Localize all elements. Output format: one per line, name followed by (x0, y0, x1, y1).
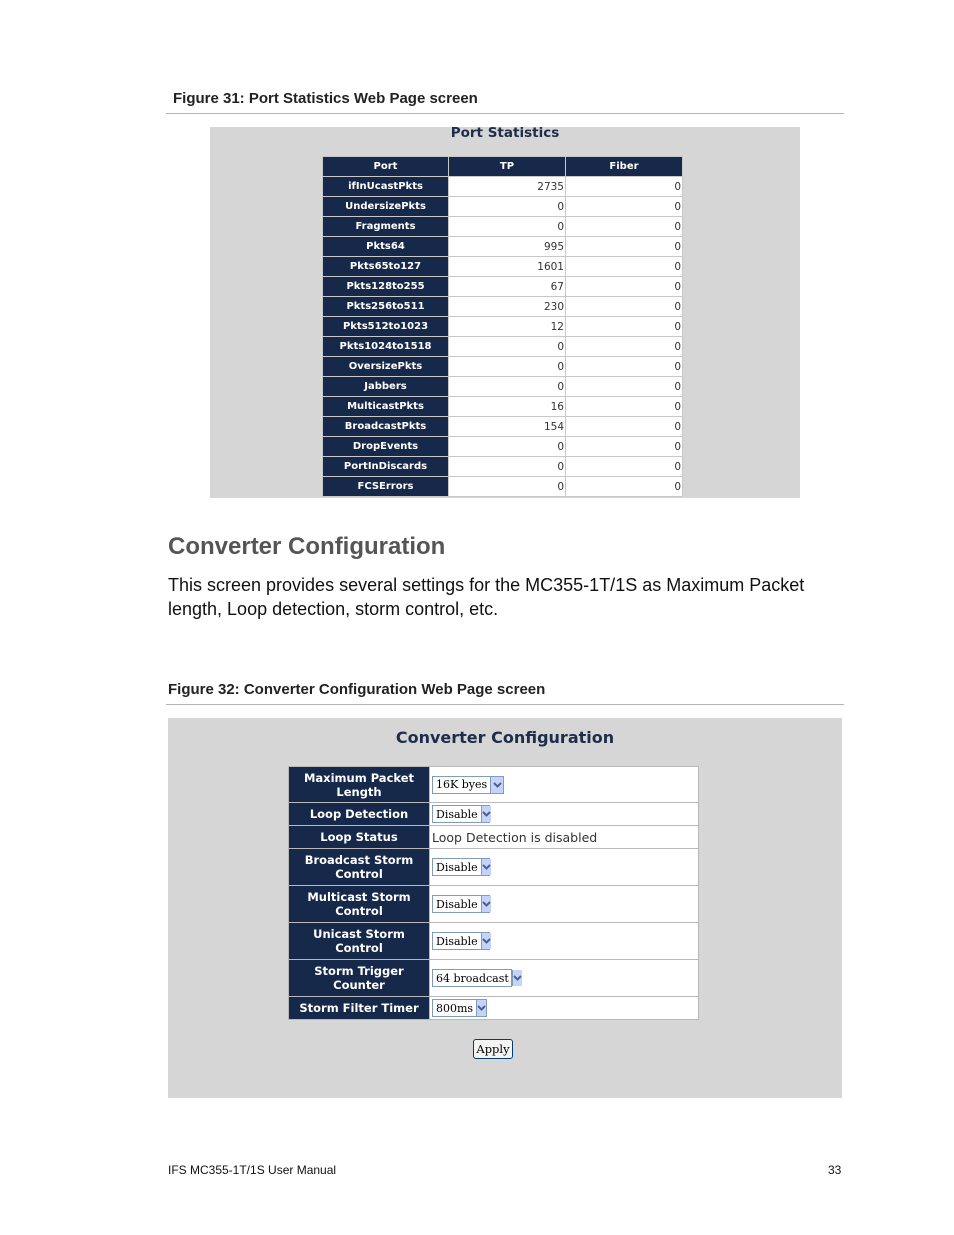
table-row (323, 477, 683, 497)
table-row (323, 217, 683, 237)
table-header-row (323, 157, 683, 177)
table-row (323, 237, 683, 257)
fiber-value: 0 (566, 377, 683, 397)
table-row (323, 257, 683, 277)
port-statistics-panel (210, 127, 800, 498)
column-header-tp: TP (449, 157, 566, 177)
chevron-down-icon[interactable] (481, 859, 491, 875)
row-loop-status (289, 826, 699, 849)
tp-value: 12 (449, 317, 566, 337)
row-label: OversizePkts (323, 357, 449, 377)
tp-value: 16 (449, 397, 566, 417)
tp-value: 0 (449, 477, 566, 497)
row-max-packet (289, 767, 699, 803)
row-label: UndersizePkts (323, 197, 449, 217)
table-row (323, 457, 683, 477)
section-body: This screen provides several settings for the MC355-1T/1S as Maximum Packet length, Loop detection, storm control, etc. (168, 575, 805, 619)
chevron-down-icon[interactable] (476, 1000, 486, 1016)
row-label: Pkts1024to1518 (323, 337, 449, 357)
max-packet-label: Maximum Packet Length (289, 767, 430, 803)
converter-configuration-title: Converter Configuration (395, 728, 615, 747)
row-storm-filter (289, 997, 699, 1020)
port-statistics-title: Port Statistics (450, 125, 560, 141)
unicast-storm-select[interactable]: Disable (432, 932, 490, 950)
fiber-value: 0 (566, 297, 683, 317)
row-label: ifInUcastPkts (323, 177, 449, 197)
fiber-value: 0 (566, 337, 683, 357)
figure-31-caption: Figure 31: Port Statistics Web Page screen (173, 90, 478, 107)
broadcast-storm-select[interactable]: Disable (432, 858, 490, 876)
table-row (323, 337, 683, 357)
chevron-down-icon[interactable] (481, 806, 491, 822)
fiber-value: 0 (566, 417, 683, 437)
figure-32-caption: Figure 32: Converter Configuration Web Page screen (168, 681, 546, 698)
footer-manual-title: IFS MC355-1T/1S User Manual (168, 1163, 337, 1177)
table-row (323, 397, 683, 417)
converter-configuration-panel (168, 718, 842, 1098)
chevron-down-icon[interactable] (481, 896, 491, 912)
row-label: Pkts256to511 (323, 297, 449, 317)
fiber-value: 0 (566, 177, 683, 197)
loop-status-label: Loop Status (289, 826, 430, 849)
tp-value: 0 (449, 337, 566, 357)
broadcast-storm-cell (430, 849, 699, 886)
row-label: DropEvents (323, 437, 449, 457)
row-storm-trigger (289, 960, 699, 997)
fiber-value: 0 (566, 197, 683, 217)
section-heading: Converter Configuration (168, 533, 446, 560)
figure-31-rule (166, 113, 844, 114)
chevron-down-icon[interactable] (481, 933, 491, 949)
max-packet-select[interactable]: 16K byes (432, 776, 504, 794)
port-statistics-table (322, 156, 683, 497)
row-label: FCSErrors (323, 477, 449, 497)
tp-value: 0 (449, 357, 566, 377)
row-broadcast-storm (289, 849, 699, 886)
tp-value: 2735 (449, 177, 566, 197)
chevron-down-icon[interactable] (512, 970, 522, 986)
apply-button[interactable]: Apply (473, 1039, 513, 1059)
row-label: MulticastPkts (323, 397, 449, 417)
table-row (323, 197, 683, 217)
tp-value: 230 (449, 297, 566, 317)
loop-detection-label: Loop Detection (289, 803, 430, 826)
column-header-port: Port (323, 157, 449, 177)
multicast-storm-cell (430, 886, 699, 923)
tp-value: 1601 (449, 257, 566, 277)
broadcast-storm-label: Broadcast Storm Control (289, 849, 430, 886)
table-row (323, 317, 683, 337)
fiber-value: 0 (566, 257, 683, 277)
table-row (323, 277, 683, 297)
fiber-value: 0 (566, 277, 683, 297)
storm-trigger-select[interactable]: 64 broadcast (432, 969, 512, 987)
storm-filter-cell (430, 997, 699, 1020)
unicast-storm-cell (430, 923, 699, 960)
storm-filter-select[interactable]: 800ms (432, 999, 487, 1017)
unicast-storm-label: Unicast Storm Control (289, 923, 430, 960)
fiber-value: 0 (566, 477, 683, 497)
multicast-storm-select[interactable]: Disable (432, 895, 490, 913)
row-loop-detection (289, 803, 699, 826)
row-label: Fragments (323, 217, 449, 237)
figure-32-rule (166, 704, 844, 705)
fiber-value: 0 (566, 357, 683, 377)
row-label: Pkts512to1023 (323, 317, 449, 337)
tp-value: 0 (449, 197, 566, 217)
row-label: Pkts65to127 (323, 257, 449, 277)
tp-value: 154 (449, 417, 566, 437)
multicast-storm-label: Multicast Storm Control (289, 886, 430, 923)
table-row (323, 357, 683, 377)
tp-value: 67 (449, 277, 566, 297)
table-row (323, 417, 683, 437)
max-packet-cell (430, 767, 699, 803)
tp-value: 0 (449, 217, 566, 237)
row-unicast-storm (289, 923, 699, 960)
row-label: Pkts64 (323, 237, 449, 257)
row-label: BroadcastPkts (323, 417, 449, 437)
tp-value: 0 (449, 457, 566, 477)
row-label: Jabbers (323, 377, 449, 397)
footer-page-number: 33 (828, 1163, 842, 1177)
fiber-value: 0 (566, 457, 683, 477)
tp-value: 0 (449, 437, 566, 457)
fiber-value: 0 (566, 217, 683, 237)
tp-value: 995 (449, 237, 566, 257)
fiber-value: 0 (566, 397, 683, 417)
storm-trigger-label: Storm Trigger Counter (289, 960, 430, 997)
fiber-value: 0 (566, 237, 683, 257)
column-header-fiber: Fiber (566, 157, 683, 177)
chevron-down-icon[interactable] (490, 777, 503, 793)
storm-trigger-cell (430, 960, 699, 997)
fiber-value: 0 (566, 437, 683, 457)
port-statistics-body (323, 177, 683, 497)
tp-value: 0 (449, 377, 566, 397)
table-row (323, 437, 683, 457)
table-row (323, 177, 683, 197)
loop-detection-cell (430, 803, 699, 826)
loop-detection-select[interactable]: Disable (432, 805, 490, 823)
row-label: Pkts128to255 (323, 277, 449, 297)
row-label: PortInDiscards (323, 457, 449, 477)
storm-filter-label: Storm Filter Timer (289, 997, 430, 1020)
row-multicast-storm (289, 886, 699, 923)
converter-configuration-table (288, 766, 699, 1020)
loop-status-value: Loop Detection is disabled (430, 826, 699, 849)
fiber-value: 0 (566, 317, 683, 337)
table-row (323, 297, 683, 317)
table-row (323, 377, 683, 397)
